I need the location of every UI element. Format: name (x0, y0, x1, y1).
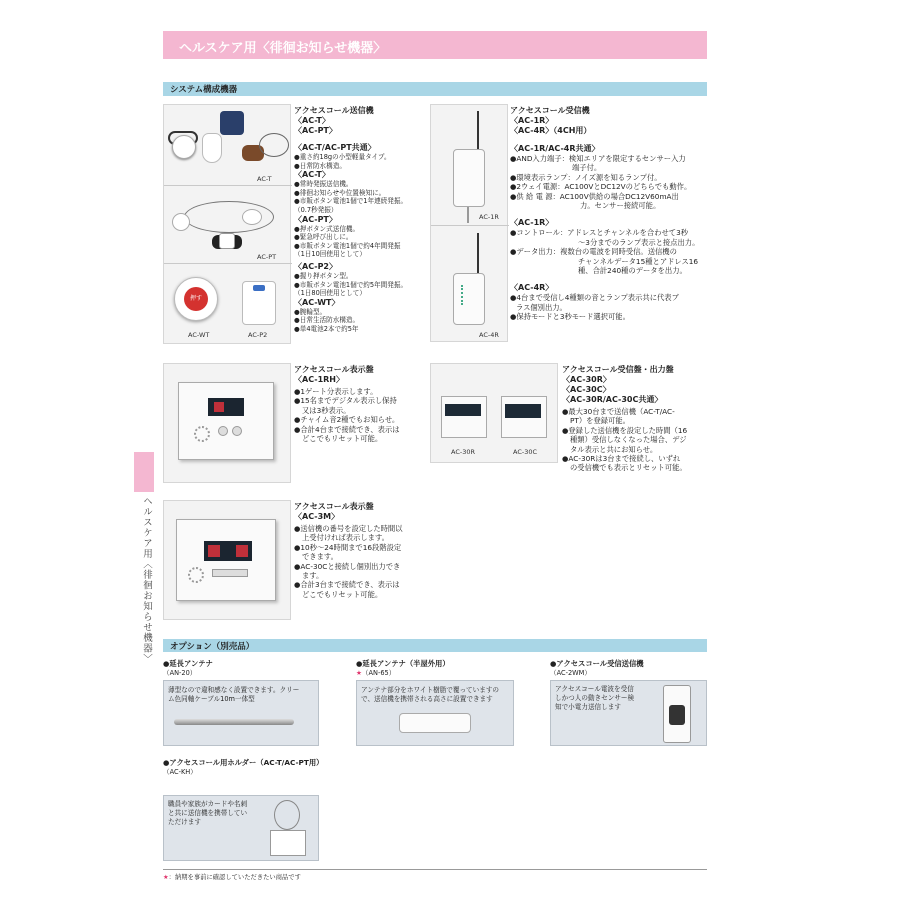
display1-title: アクセスコール表示盤 (294, 365, 374, 374)
ac-pt-button (242, 209, 262, 225)
display3-line: ●送信機の番号を設定した時間以 (294, 524, 403, 533)
ac-p2-button (253, 285, 265, 291)
receiver-text (510, 106, 699, 322)
receiver-common-title: 〈AC-1R/AC-4R共通〉 (510, 144, 600, 153)
caption-ac-t: AC-T (257, 175, 272, 183)
display3-line: 上受付ければ表示します。 (302, 533, 389, 543)
option-desc: 薄型なので違和感なく設置できます。クリー (168, 686, 300, 694)
ackh-strap (274, 800, 300, 830)
receiver-line: 端子付。 (572, 163, 602, 173)
receiver-r1-title: 〈AC-1R〉 (510, 218, 554, 228)
display3-title: アクセスコール表示盤 (294, 502, 374, 511)
group-line: ●徘徊お知らせや位置検知に。 (294, 188, 386, 197)
receiver-title: アクセスコール受信機 (510, 106, 590, 115)
display1-line: どこでもリセット可能。 (302, 434, 383, 444)
transmitter-text (294, 106, 407, 334)
group-line: （1日10回使用として） (294, 250, 366, 259)
display3-line: どこでもリセット可能。 (302, 589, 383, 599)
group-line: ●市販ボタン電池1個で1年連続発振。 (294, 197, 408, 206)
display3-text (294, 502, 403, 599)
group-line: ●重さ約18gの小型軽量タイプ。 (294, 153, 391, 161)
group-title: 〈AC-T〉 (294, 170, 330, 180)
an20-antenna (174, 719, 294, 725)
group-line: ●市販ボタン電池1個で約4年間発振 (294, 241, 401, 250)
group-title: 〈AC-T/AC-PT共通〉 (294, 143, 376, 152)
display-ac3m-photo (163, 500, 291, 620)
ac-4r-lamp (461, 285, 465, 305)
ac1rh-speaker (194, 426, 210, 442)
ac3m-speaker (188, 567, 204, 583)
option-desc: ム色同軸ケーブル10m一体型 (168, 695, 255, 703)
group-line: ●市販ボタン電池1個で約5年間発振。 (294, 280, 408, 289)
receiver-panel-line: タル表示と共にお知らせ。 (570, 444, 658, 454)
receiver-panel-model: 〈AC-30C〉 (562, 385, 611, 394)
receiver-line: ●データ出力：複数台の電波を同時受信。送信機の (510, 247, 677, 257)
option-desc: と共に送信機を携帯してい (168, 809, 248, 817)
transmitter-title: アクセスコール送信機 (294, 106, 374, 115)
ac-4r-antenna (477, 233, 479, 277)
caption-ac-wt: AC-WT (188, 331, 210, 339)
receiver-panel-model: 〈AC-30R〉 (562, 375, 611, 384)
footnote-star: ★ (163, 874, 169, 881)
receiver-line: ラス個別出力。 (516, 302, 567, 312)
option-title: ●アクセスコール受信送信機 (550, 659, 644, 668)
receiver-model: 〈AC-4R〉（4CH用） (510, 126, 592, 135)
transmitter-photo (163, 104, 291, 344)
group-title: 〈AC-WT〉 (294, 297, 340, 307)
ac1rh-knob (218, 426, 228, 436)
group-title: 〈AC-P2〉 (294, 261, 337, 271)
option-an65-box (356, 680, 514, 746)
ac1rh-knob (232, 426, 242, 436)
ac-t-cord (259, 133, 289, 157)
group-line: ●腕輪型。 (294, 307, 327, 316)
option-title: ●延長アンテナ（半屋外用） (356, 659, 450, 668)
caption-ac-pt: AC-PT (257, 253, 277, 261)
ac2wm-lens (669, 705, 685, 725)
display-ac1rh-photo (163, 363, 291, 483)
group-line: ●日常生活防水構造。 (294, 316, 360, 325)
section-header-options (163, 639, 707, 652)
footnote-divider (163, 869, 707, 870)
receiver-panel-line: ●AC-30Rは3台まで接続し、いずれ (562, 454, 681, 464)
caption-ac-1r: AC-1R (479, 213, 499, 221)
receiver-r4-title: 〈AC-4R〉 (510, 283, 554, 293)
footnote-text: ：納期を事前に確認していただきたい商品です (168, 874, 301, 881)
receiver-line: 種、合計240種のデータを出力。 (578, 266, 687, 276)
display3-line: ●10秒～24時間まで16段階設定 (294, 542, 402, 552)
group-line: （0.7秒発振） (294, 205, 338, 214)
section-title-system: システム構成機器 (170, 85, 238, 95)
transmitter-model: 〈AC-T〉 (294, 116, 330, 125)
group-line: ●緊急呼び出しに。 (294, 233, 353, 242)
receiver-panel-title: アクセスコール受信盤・出力盤 (562, 365, 674, 374)
receiver-line: ●保持モードと3秒モード選択可能。 (510, 312, 630, 322)
group-title: 〈AC-PT〉 (294, 214, 337, 224)
display1-text (294, 365, 400, 443)
ac3m-switches (212, 569, 248, 577)
receiver-panel-photo (430, 363, 558, 463)
display3-line: ます。 (302, 571, 324, 581)
receiver-line: 力。センサー接続可能。 (580, 201, 661, 211)
ac30c-screen (505, 404, 541, 418)
group-line: ●常時発振送信機。 (294, 180, 353, 189)
ac-1r-antenna (477, 111, 479, 151)
ac-1r-cable (467, 207, 469, 223)
side-tab (134, 452, 154, 492)
caption-ac-30c: AC-30C (513, 448, 538, 456)
ac1rh-panel (178, 382, 274, 460)
receiver-line: ●4台まで受信し4種類の音とランプ表示共に代表ブ (510, 293, 679, 303)
section-header-system (163, 82, 707, 96)
ac3m-digits (208, 545, 220, 557)
an65-antenna (399, 713, 471, 733)
display3-model: 〈AC-3M〉 (294, 512, 340, 521)
receiver-line: ●AND入力端子：検知エリアを限定するセンサー入力 (510, 154, 686, 163)
display3-line: ●合計3台まで接続でき、表示は (294, 580, 400, 590)
receiver-line: チャンネルデータ15種とアドレス16 (578, 256, 699, 266)
option-desc: アクセスコール電波を受信 (555, 685, 634, 693)
option-model: （AC-KH） (163, 768, 197, 776)
receiver-panel-line: ●登録した送信機を設定した時間（16 (562, 425, 688, 435)
caption-ac-30r: AC-30R (451, 448, 476, 456)
ac1rh-digits (214, 402, 224, 412)
receiver-line: ●環境表示ランプ：ノイズ源を知るランプ付。 (510, 172, 662, 182)
option-model: （AN-65） (361, 669, 396, 677)
group-line: （1日80回使用として） (294, 289, 366, 298)
side-tab-label: ヘルスケア用〈徘徊お知らせ機器〉 (141, 496, 152, 664)
ac-t-clip (202, 133, 222, 163)
group-line: ●押ボタン式送信機。 (294, 224, 360, 233)
ac-1r-body (453, 149, 485, 207)
option-title: ●延長アンテナ (163, 659, 213, 668)
ac-t-pendant (172, 135, 196, 159)
ac30r-screen (445, 404, 481, 416)
display1-line: 又は3秒表示。 (302, 405, 351, 415)
page-title-band (163, 31, 707, 59)
ac-pt-band-face (219, 233, 235, 249)
display1-line: ●1ゲート分表示します。 (294, 387, 378, 396)
option-desc: で、送信機を携帯される高さに設置できます (361, 695, 493, 703)
option-an20 (163, 659, 213, 678)
page-title: ヘルスケア用〈徘徊お知らせ機器〉 (179, 41, 387, 56)
option-ackh (163, 758, 323, 777)
group-line: ●日常防水構造。 (294, 161, 346, 170)
option-desc: しかつ人の動きセンサー検 (555, 694, 635, 702)
receiver-panel-line: PT）を登録可能。 (570, 416, 630, 426)
receiver-line: ●コントロール：アドレスとチャンネルを合わせて3秒 (510, 228, 689, 238)
receiver-photo (430, 104, 508, 342)
display3-line: できます。 (302, 552, 338, 562)
caption-ac-p2: AC-P2 (248, 331, 268, 339)
receiver-panel-model: 〈AC-30R/AC-30C共通〉 (562, 395, 663, 404)
display3-line: ●AC-30Cと接続し個別出力でき (294, 561, 401, 571)
option-ac2wm-box (550, 680, 707, 746)
option-an20-box (163, 680, 319, 746)
option-an65 (356, 659, 450, 678)
receiver-panel-line: の受信機でも表示とリセット可能。 (570, 463, 687, 473)
ac30r-panel (441, 396, 487, 438)
star-mark: ★ (356, 669, 362, 677)
ac-pt-pendant (172, 213, 190, 231)
display1-line: ●チャイム音2種でもお知らせ。 (294, 415, 400, 425)
display1-line: ●合計4台まで接続でき、表示は (294, 424, 400, 434)
option-desc: 職員や家族がカードや名刺 (168, 800, 248, 808)
option-ackh-box (163, 795, 319, 861)
footnote (163, 872, 301, 881)
receiver-line: ●2ウェイ電源：AC100VとDC12Vのどちらでも動作。 (510, 182, 692, 192)
option-ac2wm (550, 659, 644, 678)
group-line: ●単4電池2本で約5年 (294, 324, 359, 333)
display1-model: 〈AC-1RH〉 (294, 375, 344, 384)
ac-t-pouch (220, 111, 244, 135)
group-line: ●握り押ボタン型。 (294, 271, 353, 280)
display1-line: ●15名までデジタル表示し保持 (294, 396, 397, 406)
option-desc: アンテナ部分をホワイト樹脂で覆っていますの (361, 686, 500, 694)
ac-4r-body (453, 273, 485, 325)
option-desc: ただけます (168, 818, 201, 826)
transmitter-model: 〈AC-PT〉 (294, 126, 337, 135)
ackh-card (270, 830, 306, 856)
option-model: （AC-2WM） (550, 669, 591, 677)
option-title: ●アクセスコール用ホルダー（AC-T/AC-PT用） (163, 758, 324, 767)
receiver-panel-line: ●最大30台まで送信機（AC-T/AC- (562, 407, 675, 416)
receiver-model: 〈AC-1R〉 (510, 116, 554, 125)
ac-wt-button: 押す (184, 287, 208, 311)
receiver-line: ●供 給 電 源：AC100V供給の場合DC12V60mA出 (510, 191, 679, 201)
receiver-panel-text (562, 365, 687, 473)
receiver-panel-line: 種類）受信しなくなった場合、デジ (570, 435, 687, 445)
option-model: （AN-20） (163, 669, 197, 677)
caption-ac-4r: AC-4R (479, 331, 499, 339)
section-title-options: オプション（別売品） (170, 642, 255, 652)
receiver-line: ～3分までのランプ表示と接点出力。 (578, 237, 700, 247)
option-desc: 知で小電力送信します (555, 703, 621, 711)
option-model-row (356, 669, 450, 678)
ac3m-digits (236, 545, 248, 557)
